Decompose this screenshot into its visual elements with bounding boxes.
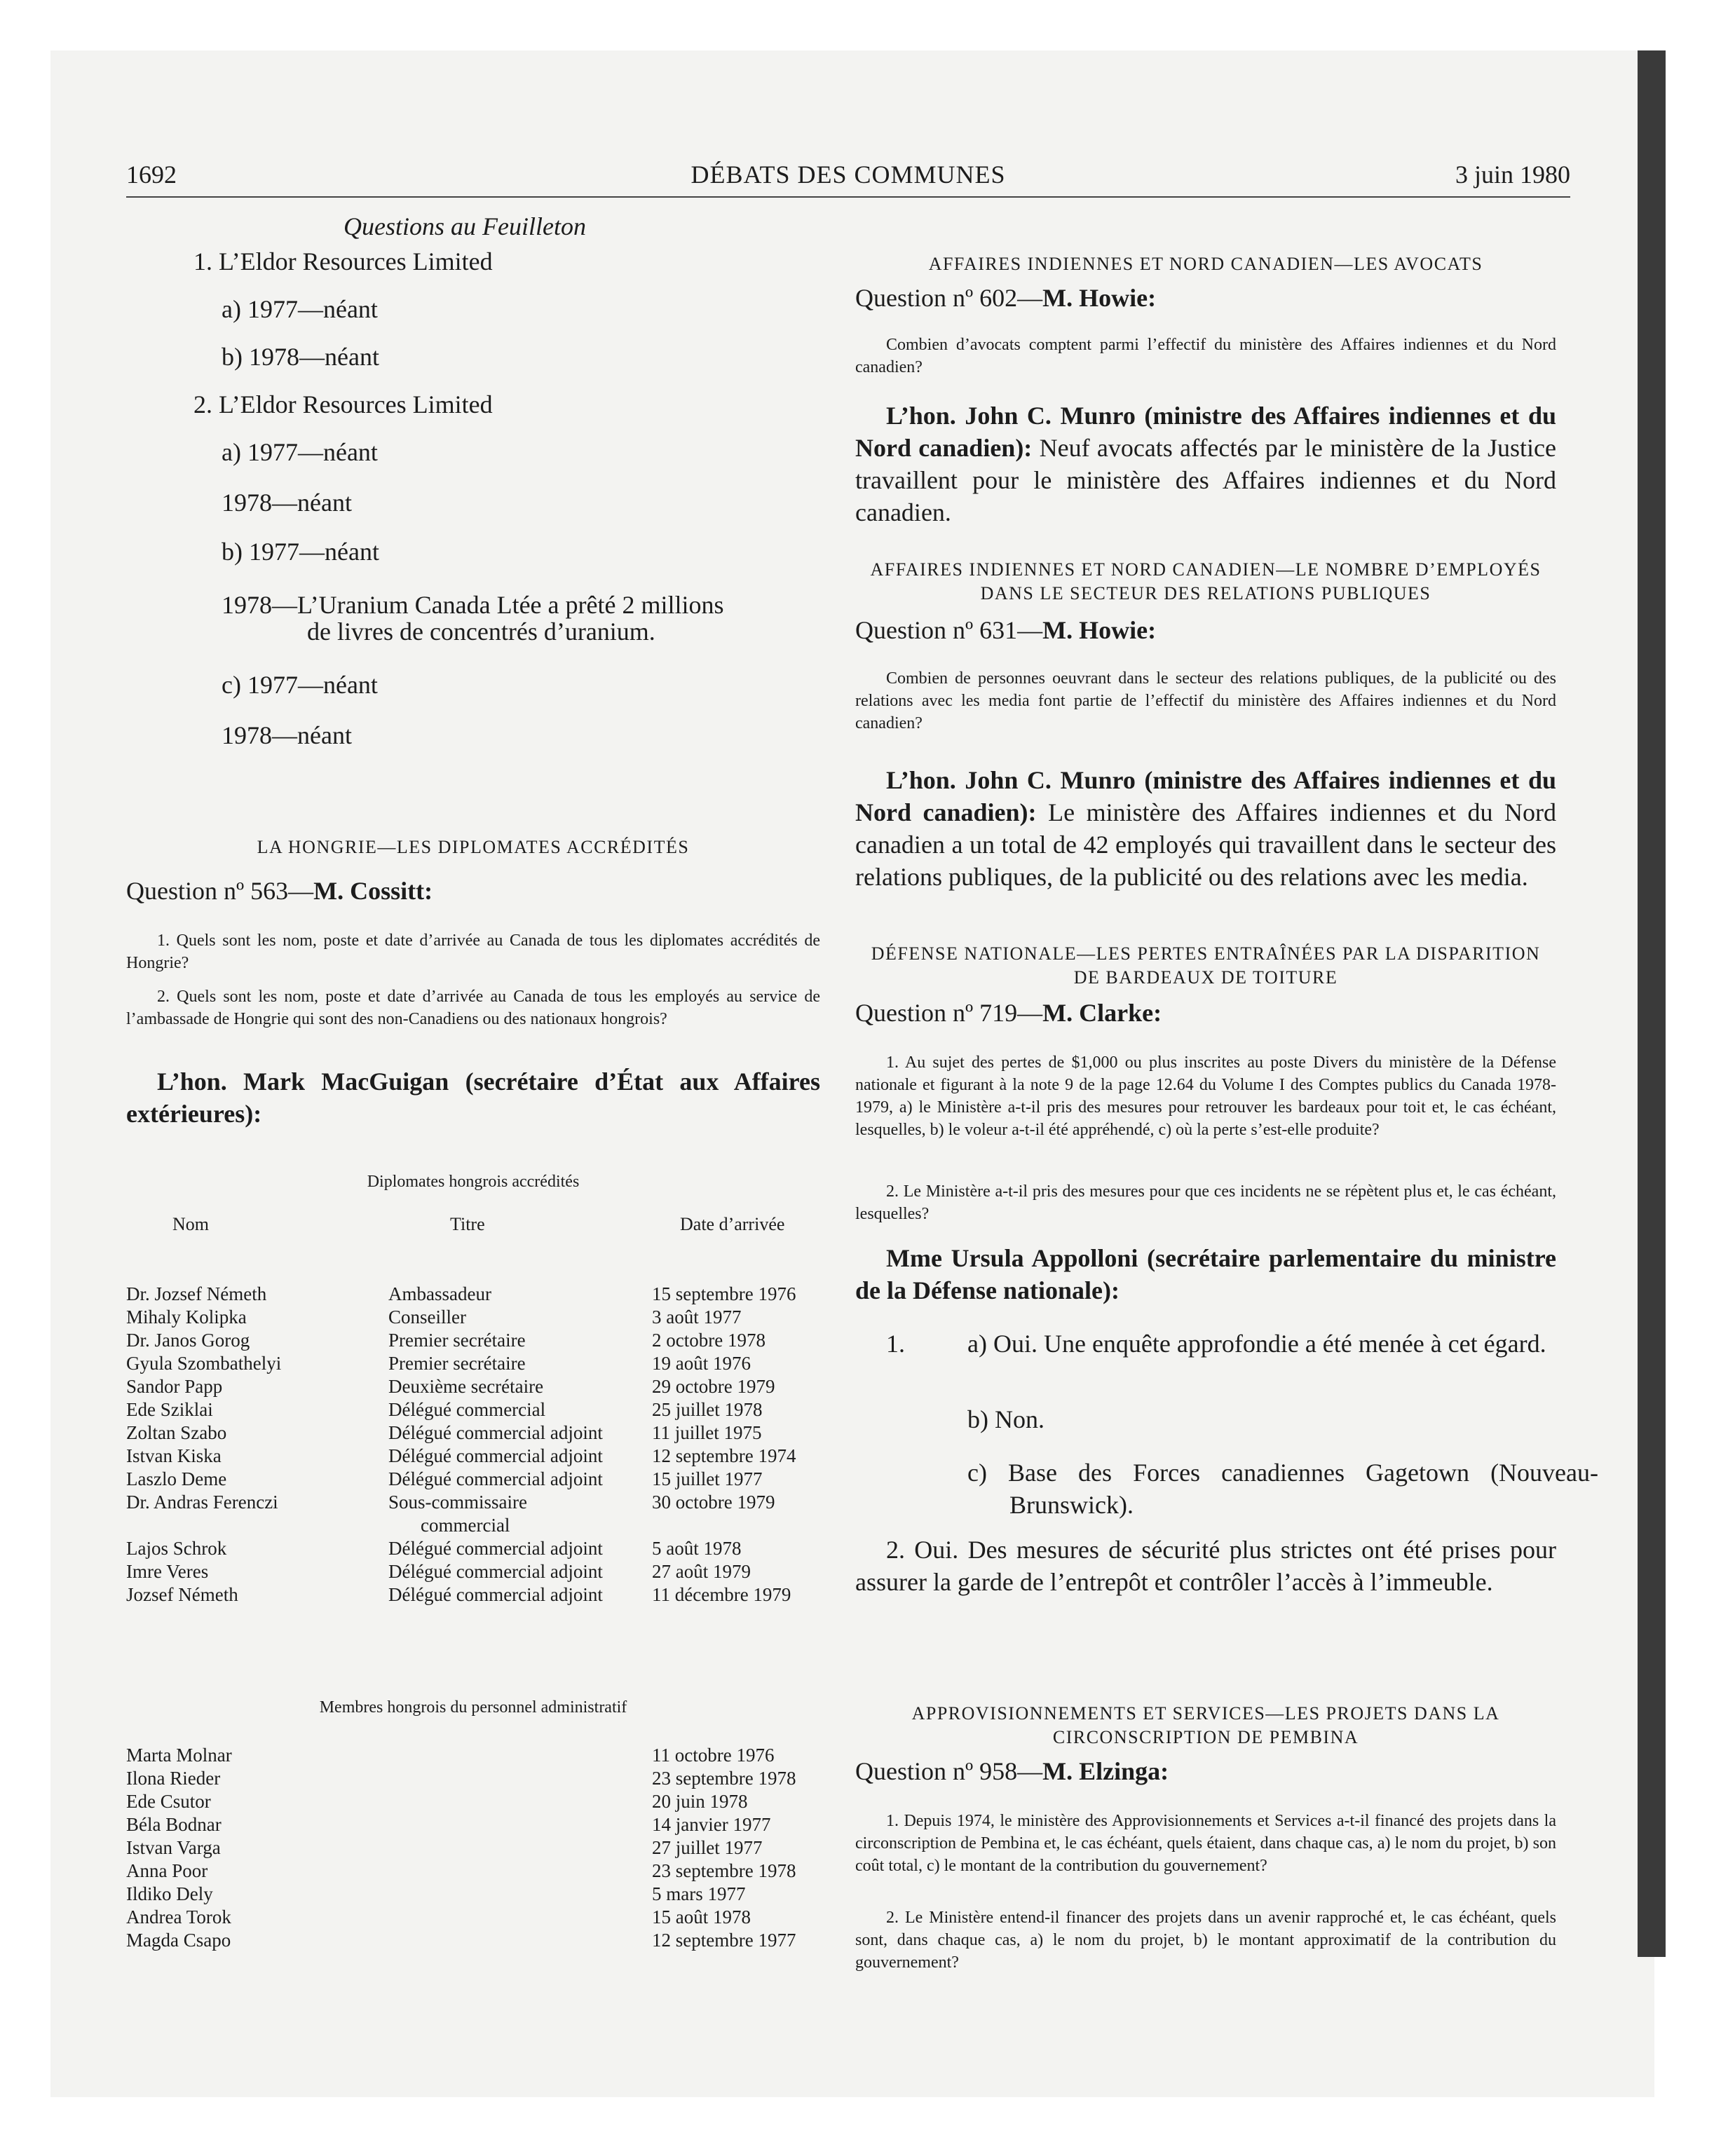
table-row (126, 1836, 820, 1860)
table-row (126, 1860, 820, 1883)
question-text: 1. Au sujet des pertes de $1,000 ou plus inscrites au poste Divers du ministère de la Défense nationale et figurant à la note 9 de la page 12.64 du Volume I des Comptes publics du Canada 1978-1979, a) le Ministère a-t-il pris des mesures pour retrouver les bardeaux pour toit et, le cas échéant, lesquelles, b) le voleur a-t-il été appréhendé, c) où la perte s’est-elle produite? (855, 1053, 1556, 1139)
table-row (126, 1491, 820, 1514)
question-text: 2. Le Ministère entend-il financer des projets dans un avenir rapproché et, le cas échéant, quels sont, dans chaque cas, a) le nom du projet, b) le montant approximatif de la contribution du gouvernement? (855, 1909, 1556, 1972)
table-row (126, 1375, 820, 1398)
table-title: Membres hongrois du personnel administratif (319, 1698, 627, 1717)
arrival-date: 5 mars 1977 (652, 1883, 746, 1904)
staff-name: Andrea Torok (126, 1906, 231, 1928)
arrival-date: 12 septembre 1974 (652, 1445, 796, 1466)
diplomat-title: Délégué commercial adjoint (388, 1445, 603, 1466)
arrival-date: 5 août 1978 (652, 1538, 742, 1559)
arrival-date: 27 août 1979 (652, 1561, 751, 1582)
arrival-date: 15 août 1978 (652, 1906, 751, 1928)
answer-item: 1978—L’Uranium Canada Ltée a prêté 2 millions (222, 591, 724, 619)
answer-speaker: Mme Ursula Appolloni (secrétaire parlementaire du ministre de la Défense nationale): (855, 1244, 1556, 1304)
arrival-date: 2 octobre 1978 (652, 1330, 766, 1351)
answer-item: b) Non. (967, 1405, 1045, 1433)
arrival-date: 15 septembre 1976 (652, 1283, 796, 1304)
diplomat-name: Jozsef Németh (126, 1584, 238, 1605)
answer-paragraph: L’hon. John C. Munro (ministre des Affaires indiennes et du Nord canadien): Le ministère des Affaires indiennes et du Nord canadien a un total de 42 employés qui travaillent dans le secteur des relations publiques, de la publicité ou des relations avec les media. (855, 766, 1557, 891)
table-row (126, 1421, 820, 1445)
table-row (126, 1283, 820, 1306)
table-title: Diplomates hongrois accrédités (367, 1173, 580, 1191)
diplomat-title: Délégué commercial (388, 1399, 546, 1420)
arrival-date: 30 octobre 1979 (652, 1492, 775, 1513)
diplomat-title: Délégué commercial adjoint (388, 1584, 603, 1605)
subject-heading: DÉFENSE NATIONALE—LES PERTES ENTRAÎNÉES PAR LA DISPARITION DE BARDEAUX DE TOITURE (871, 943, 1541, 988)
answer-paragraph: L’hon. John C. Munro (ministre des Affaires indiennes et du Nord canadien): Neuf avocats affectés par le ministère de la Justice travaillent pour le ministère des Affaires indiennes et du Nord canadien. (855, 402, 1556, 526)
question-number: Question nº 631—M. Howie: (855, 616, 1157, 644)
question-number: Question nº 602—M. Howie: (855, 284, 1157, 312)
table-row (126, 1514, 820, 1537)
diplomat-name: Dr. Janos Gorog (126, 1330, 250, 1351)
answer-speaker: L’hon. Mark MacGuigan (secrétaire d’État aux Affaires extérieures): (126, 1067, 820, 1128)
issue-date: 3 juin 1980 (1455, 161, 1570, 189)
subject-heading: AFFAIRES INDIENNES ET NORD CANADIEN—LE NOMBRE D’EMPLOYÉS DANS LE SECTEUR DES RELATIONS PUBLIQUES (870, 559, 1542, 603)
diplomat-name: Mihaly Kolipka (126, 1306, 247, 1328)
arrival-date: 25 juillet 1978 (652, 1399, 763, 1420)
question-number: Question nº 563—M. Cossitt: (126, 877, 433, 905)
diplomat-title: Délégué commercial adjoint (388, 1561, 603, 1582)
answer-item: b) 1978—néant (222, 343, 379, 371)
question-text: Combien de personnes oeuvrant dans le secteur des relations publiques, de la publicité ou des relations avec les media font partie de l’effectif du ministère des Affaires indiennes et du Nord canadien? (855, 669, 1556, 732)
answer-item: c) 1977—néant (222, 671, 378, 699)
arrival-date: 11 octobre 1976 (652, 1745, 775, 1766)
table-row (126, 1813, 820, 1836)
answer-item: a) 1977—néant (222, 438, 378, 466)
diplomat-title: Premier secrétaire (388, 1353, 526, 1374)
answer-item: de livres de concentrés d’uranium. (307, 618, 655, 646)
diplomat-name: Sandor Papp (126, 1376, 223, 1397)
arrival-date: 27 juillet 1977 (652, 1837, 763, 1858)
table-row (126, 1883, 820, 1906)
arrival-date: 12 septembre 1977 (652, 1930, 796, 1951)
diplomat-name: Zoltan Szabo (126, 1422, 227, 1443)
staff-name: Béla Bodnar (126, 1814, 222, 1835)
table-header (126, 1214, 820, 1236)
publication-title: DÉBATS DES COMMUNES (690, 161, 1006, 189)
diplomat-name: Lajos Schrok (126, 1538, 227, 1559)
diplomat-title: Ambassadeur (388, 1283, 491, 1304)
section-title: Questions au Feuilleton (343, 212, 586, 240)
arrival-date: 29 octobre 1979 (652, 1376, 775, 1397)
answer-number: 1. (886, 1330, 905, 1358)
question-text: 1. Quels sont les nom, poste et date d’arrivée au Canada de tous les diplomates accrédités de Hongrie? (126, 932, 820, 972)
table-row (126, 1560, 820, 1583)
diplomat-title: Conseiller (388, 1306, 466, 1328)
staff-name: Ilona Rieder (126, 1768, 221, 1789)
subject-heading: LA HONGRIE—LES DIPLOMATES ACCRÉDITÉS (257, 837, 690, 857)
question-text: 2. Le Ministère a-t-il pris des mesures pour que ces incidents ne se répètent plus et, le cas échéant, lesquelles? (855, 1182, 1556, 1223)
header-rule (126, 196, 1570, 198)
question-number: Question nº 958—M. Elzinga: (855, 1757, 1169, 1785)
binding-edge (1638, 50, 1666, 1957)
column-header: Nom (172, 1214, 209, 1234)
arrival-date: 3 août 1977 (652, 1306, 742, 1328)
page (126, 140, 1598, 2047)
table-row (126, 1329, 820, 1352)
diplomat-title: commercial (421, 1515, 510, 1536)
subject-heading: AFFAIRES INDIENNES ET NORD CANADIEN—LES AVOCATS (928, 254, 1483, 274)
arrival-date: 14 janvier 1977 (652, 1814, 771, 1835)
answer-item: a) Oui. Une enquête approfondie a été menée à cet égard. (967, 1330, 1546, 1358)
arrival-date: 20 juin 1978 (652, 1791, 748, 1812)
answer-item: b) 1977—néant (222, 538, 379, 566)
page-number: 1692 (126, 161, 177, 189)
table-row (126, 1537, 820, 1560)
arrival-date: 11 décembre 1979 (652, 1584, 791, 1605)
arrival-date: 23 septembre 1978 (652, 1768, 796, 1789)
running-header (126, 160, 1570, 195)
answer-item: a) 1977—néant (222, 295, 378, 323)
column-header: Titre (450, 1214, 485, 1234)
answer-item: c) Base des Forces canadiennes Gagetown (Nouveau-Brunswick). (967, 1459, 1598, 1519)
arrival-date: 15 juillet 1977 (652, 1468, 763, 1489)
table-row (126, 1790, 820, 1813)
diplomat-name: Ede Sziklai (126, 1399, 213, 1420)
table-row (126, 1906, 820, 1929)
staff-name: Anna Poor (126, 1860, 208, 1881)
table-row (126, 1445, 820, 1468)
arrival-date: 11 juillet 1975 (652, 1422, 762, 1443)
diplomat-name: Dr. Andras Ferenczi (126, 1492, 278, 1513)
diplomat-title: Délégué commercial adjoint (388, 1422, 603, 1443)
answer-paragraph: 2. Oui. Des mesures de sécurité plus strictes ont été prises pour assurer la garde de l’entrepôt et contrôler l’accès à l’immeuble. (855, 1536, 1556, 1596)
answer-item: 2. L’Eldor Resources Limited (193, 390, 493, 418)
staff-name: Magda Csapo (126, 1930, 231, 1951)
diplomat-title: Délégué commercial adjoint (388, 1538, 603, 1559)
diplomat-title: Sous-commissaire (388, 1492, 527, 1513)
arrival-date: 23 septembre 1978 (652, 1860, 796, 1881)
table-row (126, 1767, 820, 1790)
question-text: 2. Quels sont les nom, poste et date d’arrivée au Canada de tous les employés au service de l’ambassade de Hongrie qui sont des non-Canadiens ou des nationaux hongrois? (126, 988, 820, 1028)
table-row (126, 1352, 820, 1375)
answer-item: 1. L’Eldor Resources Limited (193, 247, 493, 275)
diplomat-title: Délégué commercial adjoint (388, 1468, 603, 1489)
diplomat-name: Dr. Jozsef Németh (126, 1283, 267, 1304)
table-row (126, 1583, 820, 1606)
answer-item: 1978—néant (222, 489, 352, 517)
table-row (126, 1929, 820, 1952)
question-text: Combien d’avocats comptent parmi l’effectif du ministère des Affaires indiennes et du Nord canadien? (855, 336, 1556, 376)
table-row (126, 1468, 820, 1491)
question-text: 1. Depuis 1974, le ministère des Approvisionnements et Services a-t-il financé des projets dans la circonscription de Pembina et, le cas échéant, quels étaient, dans chaque cas, a) le nom du projet, b) son coût total, c) le montant de la contribution du gouvernement? (855, 1812, 1556, 1875)
question-number: Question nº 719—M. Clarke: (855, 999, 1162, 1027)
diplomat-name: Laszlo Deme (126, 1468, 227, 1489)
diplomat-title: Premier secrétaire (388, 1330, 526, 1351)
diplomat-name: Istvan Kiska (126, 1445, 222, 1466)
staff-name: Ede Csutor (126, 1791, 211, 1812)
answer-item: 1978—néant (222, 721, 352, 749)
subject-heading: APPROVISIONNEMENTS ET SERVICES—LES PROJETS DANS LA CIRCONSCRIPTION DE PEMBINA (911, 1703, 1500, 1747)
staff-name: Marta Molnar (126, 1745, 232, 1766)
table-row (126, 1398, 820, 1421)
table-row (126, 1744, 820, 1767)
table-row (126, 1306, 820, 1329)
diplomat-name: Gyula Szombathelyi (126, 1353, 282, 1374)
diplomat-title: Deuxième secrétaire (388, 1376, 544, 1397)
arrival-date: 19 août 1976 (652, 1353, 751, 1374)
diplomat-name: Imre Veres (126, 1561, 209, 1582)
column-header: Date d’arrivée (680, 1214, 785, 1234)
staff-name: Istvan Varga (126, 1837, 221, 1858)
staff-name: Ildiko Dely (126, 1883, 213, 1904)
